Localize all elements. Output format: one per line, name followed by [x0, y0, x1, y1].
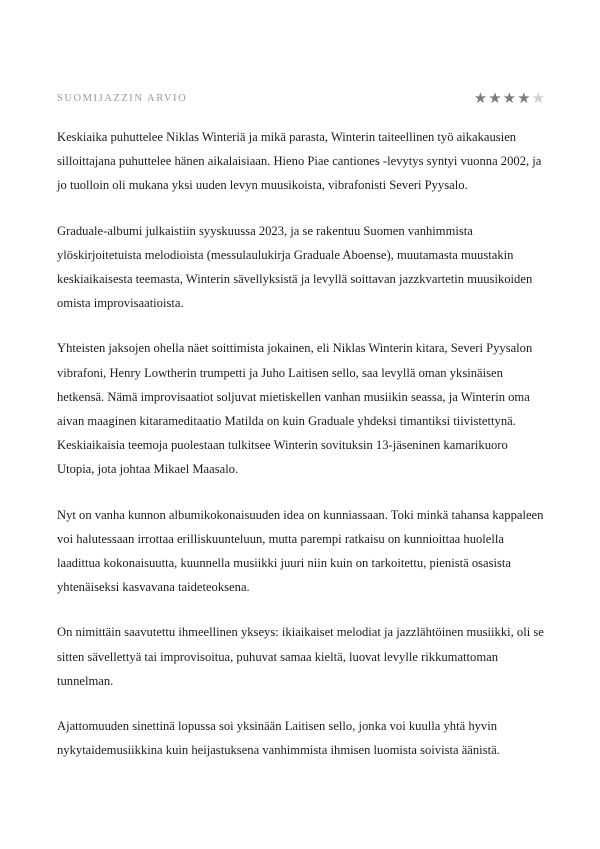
star-icon: ★ [531, 91, 545, 107]
paragraph: Nyt on vanha kunnon albumikokonaisuuden idea on kunniassaan. Toki minkä tahansa kappaleen voi halutessaan irrottaa erilliskuunteluun, mutta parempi ratkaisu on kunnioittaa huolella laadittua kokonaisuutta, kuunnella musiikki juuri niin kuin on tarkoitettu, pienistä osasista yhtenäiseksi kasvavana taideteoksena. [57, 507, 544, 595]
section-kicker: SUOMIJAZZIN ARVIO [57, 93, 188, 105]
star-icon: ★ [502, 91, 517, 107]
review-body [57, 125, 545, 762]
star-icon: ★ [473, 91, 488, 107]
paragraph: Keskiaika puhuttelee Niklas Winteriä ja mikä parasta, Winterin taiteellinen työ aikakausien silloittajana puhuttelee hänen aikalaisiaan. Hieno Piae cantiones -levytys syntyi vuonna 2002, ja jo tuolloin oli mukana yksi uuden levyn muusikoista, vibrafonisti Severi Pyysalo. [57, 130, 542, 193]
paragraph: Ajattomuuden sinettinä lopussa soi yksinään Laitisen sello, jonka voi kuulla yhtä hyvin nykytaidemusiikkina kuin heijastuksena vanhimmista ihmisen luomista soivista äänistä. [57, 719, 500, 758]
star-icon: ★ [488, 91, 502, 107]
paragraph: Yhteisten jaksojen ohella näet soittimista jokainen, eli Niklas Winterin kitara, Severi Pyysalon vibrafoni, Henry Lowtherin trumpetti ja Juho Laitisen sello, saa levyllä oman yksinäisen hetkensä. Nämä improvisaatiot soljuvat mietiskellen vanhan musiikin seassa, ja Winterin oma aivan maaginen kitarameditaatio Matilda on kuin Graduale yhdeksi timantiksi tiivistettynä. Keskiaikaisia teemoja puolestaan tulkitsee Winterin sovituksin 13-jäseninen kamarikuoro Utopia, jota johtaa Mikael Maasalo. [57, 341, 533, 477]
paragraph: On nimittäin saavutettu ihmeellinen ykseys: ikiaikaiset melodiat ja jazzlähtöinen musiikki, oli se sitten sävellettyä tai improvisoitua, puhuvat samaa kieltä, luovat levylle rikkumattoman tunnelman. [57, 625, 544, 688]
star-icon: ★ [517, 91, 531, 107]
paragraph: Graduale-albumi julkaistiin syyskuussa 2023, ja se rakentuu Suomen vanhimmista ylöskirjoitetuista melodioista (messulaulukirja Graduale Aboense), muutamasta muustakin keskiaikaisesta teemasta, Winterin sävellyksistä ja levyllä soittavan jazzkvartetin muusikoiden omista improvisaatioista. [57, 223, 533, 311]
review-header [57, 92, 545, 107]
star-rating [474, 92, 545, 107]
